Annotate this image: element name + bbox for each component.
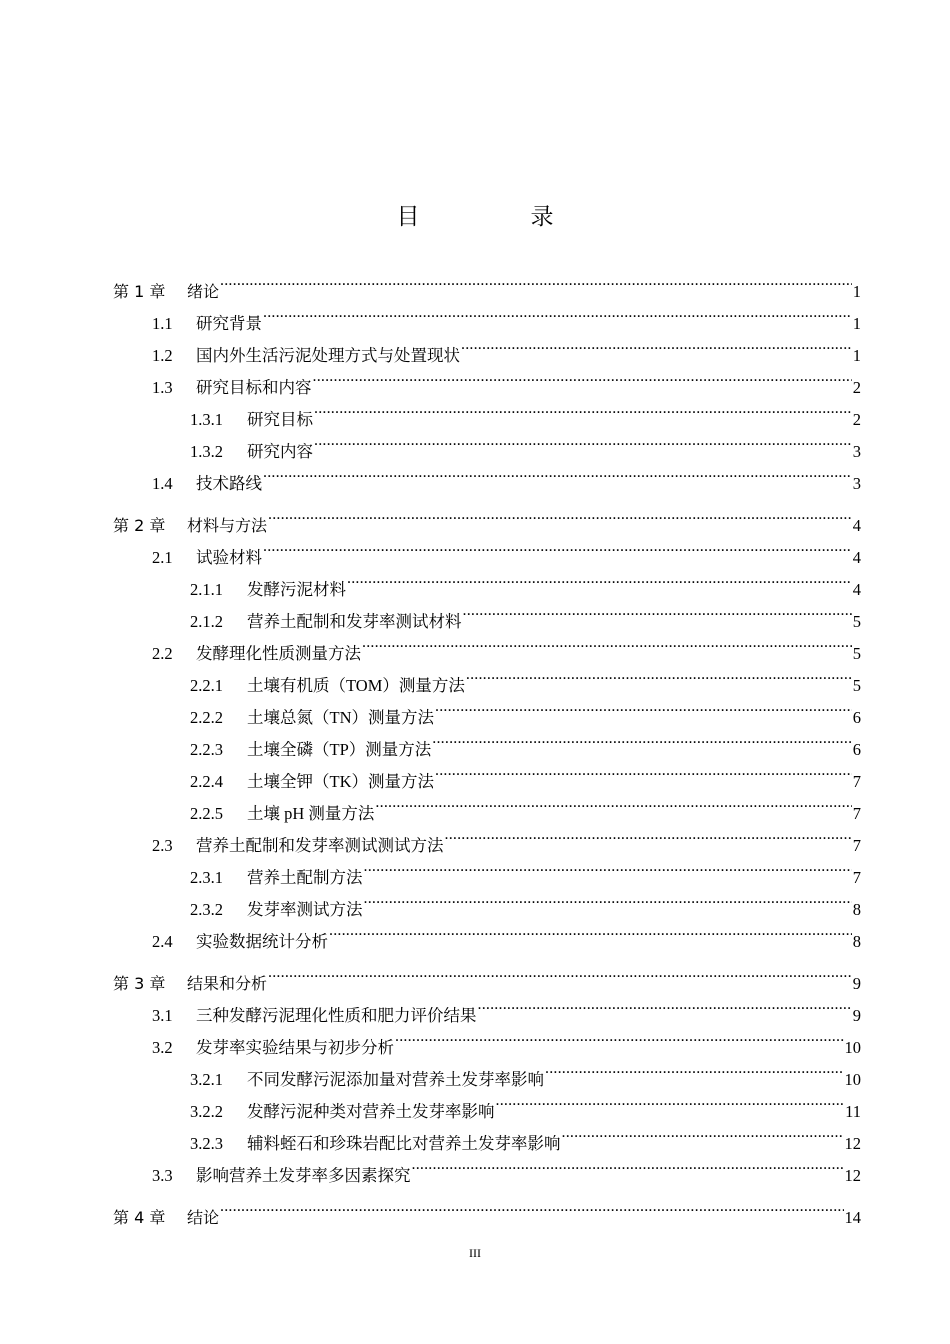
toc-dot-leader: [466, 659, 852, 691]
toc-entry-label: 发酵污泥种类对营养土发芽率影响: [247, 1102, 495, 1121]
toc-entry-label: 营养土配制方法: [247, 868, 363, 887]
toc-title: 目 录: [396, 204, 598, 230]
toc-entry-label: 三种发酵污泥理化性质和肥力评价结果: [196, 1006, 477, 1025]
toc-dot-leader: [445, 819, 852, 851]
toc-dot-leader: [395, 1021, 844, 1053]
toc-entry-label: 结果和分析: [187, 974, 268, 993]
toc-entry-page-number: 7: [852, 868, 861, 887]
toc-entry-number: 3.2.2: [190, 1102, 223, 1121]
toc-dot-leader: [463, 595, 852, 627]
toc-entry-number: 1.4: [152, 474, 173, 493]
toc-entry-number: 2.1.1: [190, 580, 223, 599]
toc-entry-number: 2.1.2: [190, 612, 223, 631]
toc-chapter-entry[interactable]: [113, 957, 861, 993]
toc-entry-label: 土壤总氮（TN）测量方法: [247, 708, 434, 727]
toc-entry-label: 土壤 pH 测量方法: [247, 804, 375, 823]
toc-entry-number: 3.2.3: [190, 1134, 223, 1153]
toc-entry-label: 营养土配制和发芽率测试测试方法: [196, 836, 444, 855]
toc-entry-number: 2.2.2: [190, 708, 223, 727]
toc-entry-page-number: 7: [852, 804, 861, 823]
toc-entry-number: 3.2: [152, 1038, 173, 1057]
toc-entry-number: 2.2.1: [190, 676, 223, 695]
toc-dot-leader: [314, 425, 852, 457]
toc-entry-page-number: 3: [852, 442, 861, 461]
toc-dot-leader: [562, 1117, 844, 1149]
toc-entry-number: 2.1: [152, 548, 173, 567]
toc-entry-page-number: 4: [852, 548, 861, 567]
toc-entry-number: 第 2 章: [113, 516, 166, 535]
toc-entry-page-number: 8: [852, 900, 861, 919]
toc-entry-number: 1.3.2: [190, 442, 223, 461]
toc-entry-label: 辅料蛭石和珍珠岩配比对营养土发芽率影响: [247, 1134, 561, 1153]
toc-entry-label: 研究目标和内容: [196, 378, 312, 397]
toc-entry-page-number: 5: [852, 612, 861, 631]
toc-entry-number: 2.2: [152, 644, 173, 663]
toc-entry-page-number: 10: [844, 1070, 861, 1089]
toc-chapter-entry[interactable]: [113, 499, 861, 535]
toc-entry-number: 2.3.2: [190, 900, 223, 919]
toc-dot-leader: [329, 915, 852, 947]
toc-entry-page-number: 6: [852, 708, 861, 727]
toc-entry-page-number: 1: [852, 282, 861, 301]
toc-entry-page-number: 9: [852, 974, 861, 993]
toc-entry-label: 发酵理化性质测量方法: [196, 644, 361, 663]
toc-entry-page-number: 2: [852, 378, 861, 397]
toc-entry-page-number: 10: [844, 1038, 861, 1057]
toc-entry-page-number: 12: [844, 1166, 861, 1185]
toc-entry-label: 土壤有机质（TOM）测量方法: [247, 676, 465, 695]
toc-dot-leader: [545, 1053, 844, 1085]
toc-entry-number: 2.3.1: [190, 868, 223, 887]
toc-entry-label: 发芽率测试方法: [247, 900, 363, 919]
toc-entry-label: 研究目标: [247, 410, 313, 429]
toc-dot-leader: [461, 329, 852, 361]
toc-entry-page-number: 8: [852, 932, 861, 951]
toc-dot-leader: [263, 457, 852, 489]
toc-dot-leader: [364, 883, 852, 915]
toc-entry-page-number: 14: [844, 1208, 861, 1227]
toc-entry-number: 3.3: [152, 1166, 173, 1185]
toc-dot-leader: [347, 563, 852, 595]
toc-dot-leader: [435, 691, 852, 723]
toc-dot-leader: [478, 989, 852, 1021]
toc-dot-leader: [263, 297, 852, 329]
toc-entry-label: 不同发酵污泥添加量对营养土发芽率影响: [247, 1070, 544, 1089]
toc-entry-label: 材料与方法: [187, 516, 268, 535]
toc-dot-leader: [268, 957, 852, 989]
toc-dot-leader: [412, 1149, 844, 1181]
toc-entry-label: 营养土配制和发芽率测试材料: [247, 612, 462, 631]
toc-entry-label: 影响营养土发芽率多因素探究: [196, 1166, 411, 1185]
toc-entry-label: 国内外生活污泥处理方式与处置现状: [196, 346, 460, 365]
toc-dot-leader: [496, 1085, 845, 1117]
toc-entry-number: 1.3: [152, 378, 173, 397]
toc-chapter-entry[interactable]: [113, 265, 861, 301]
toc-entry-page-number: 11: [845, 1102, 861, 1121]
toc-entry-label: 土壤全钾（TK）测量方法: [247, 772, 434, 791]
toc-entry-page-number: 7: [852, 772, 861, 791]
page-footer-number: III: [469, 1246, 481, 1260]
toc-entry-number: 第 1 章: [113, 282, 166, 301]
toc-entry-page-number: 4: [852, 516, 861, 535]
toc-dot-leader: [220, 1191, 843, 1223]
toc-chapter-entry[interactable]: [113, 1191, 861, 1227]
toc-entry-label: 技术路线: [196, 474, 262, 493]
toc-entry-label: 土壤全磷（TP）测量方法: [247, 740, 432, 759]
toc-entry-label: 绪论: [187, 282, 220, 301]
toc-dot-leader: [364, 851, 852, 883]
toc-entry-page-number: 1: [852, 346, 861, 365]
toc-entry-number: 2.3: [152, 836, 173, 855]
toc-dot-leader: [220, 265, 852, 297]
toc-dot-leader: [362, 627, 852, 659]
toc-dot-leader: [314, 393, 852, 425]
toc-entry-page-number: 9: [852, 1006, 861, 1025]
toc-entry-label: 研究背景: [196, 314, 262, 333]
toc-entry-label: 研究内容: [247, 442, 313, 461]
toc-dot-leader: [432, 723, 851, 755]
toc-dot-leader: [263, 531, 852, 563]
toc-entry-number: 第 3 章: [113, 974, 166, 993]
toc-entry-page-number: 2: [852, 410, 861, 429]
table-of-contents: [113, 265, 861, 1227]
toc-entry-number: 1.3.1: [190, 410, 223, 429]
toc-entry-number: 2.2.3: [190, 740, 223, 759]
toc-entry-page-number: 12: [844, 1134, 861, 1153]
toc-entry-page-number: 4: [852, 580, 861, 599]
toc-entry-number: 3.2.1: [190, 1070, 223, 1089]
toc-dot-leader: [435, 755, 852, 787]
toc-entry-number: 2.2.5: [190, 804, 223, 823]
toc-entry-page-number: 1: [852, 314, 861, 333]
toc-entry-number: 1.1: [152, 314, 173, 333]
toc-dot-leader: [375, 787, 851, 819]
toc-entry-label: 实验数据统计分析: [196, 932, 328, 951]
toc-entry-page-number: 5: [852, 676, 861, 695]
toc-entry-number: 2.2.4: [190, 772, 223, 791]
toc-entry-page-number: 7: [852, 836, 861, 855]
toc-entry-label: 试验材料: [196, 548, 262, 567]
toc-dot-leader: [268, 499, 852, 531]
toc-section-entry[interactable]: [113, 297, 861, 333]
toc-entry-number: 1.2: [152, 346, 173, 365]
toc-entry-label: 发酵污泥材料: [247, 580, 346, 599]
toc-dot-leader: [313, 361, 852, 393]
toc-entry-label: 发芽率实验结果与初步分析: [196, 1038, 394, 1057]
toc-entry-page-number: 6: [852, 740, 861, 759]
toc-entry-page-number: 5: [852, 644, 861, 663]
toc-entry-page-number: 3: [852, 474, 861, 493]
toc-entry-number: 3.1: [152, 1006, 173, 1025]
toc-entry-number: 2.4: [152, 932, 173, 951]
toc-entry-label: 结论: [187, 1208, 220, 1227]
toc-entry-number: 第 4 章: [113, 1208, 166, 1227]
